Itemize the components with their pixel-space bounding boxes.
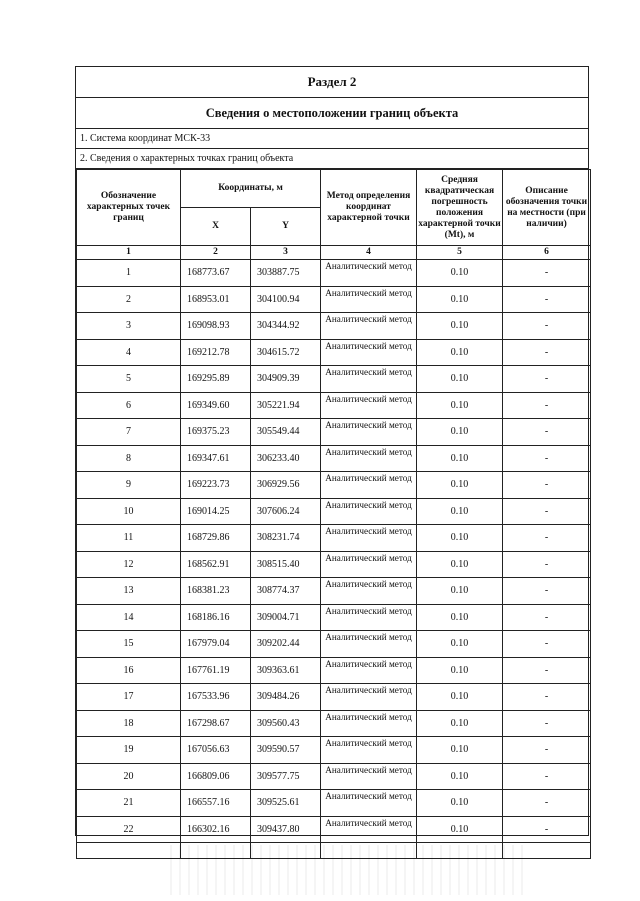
point-number-cell: 20 <box>77 763 181 790</box>
description-cell: - <box>503 710 591 737</box>
x-coordinate-cell: 167979.04 <box>181 631 251 658</box>
header-description: Описание обозначения точки на местности (при наличии) <box>503 170 591 246</box>
point-number-cell: 21 <box>77 790 181 817</box>
method-cell: Аналитический метод <box>321 392 417 419</box>
table-row <box>77 684 591 711</box>
y-coordinate-cell: 306929.56 <box>251 472 321 499</box>
x-coordinate-cell: 166557.16 <box>181 790 251 817</box>
method-cell: Аналитический метод <box>321 816 417 843</box>
table-row <box>77 339 591 366</box>
method-cell: Аналитический метод <box>321 498 417 525</box>
y-coordinate-cell: 308231.74 <box>251 525 321 552</box>
description-cell: - <box>503 498 591 525</box>
method-cell: Аналитический метод <box>321 339 417 366</box>
method-cell: Аналитический метод <box>321 684 417 711</box>
x-coordinate-cell: 169349.60 <box>181 392 251 419</box>
accuracy-cell: 0.10 <box>417 604 503 631</box>
table-row <box>77 313 591 340</box>
header-y: Y <box>251 208 321 246</box>
y-coordinate-cell: 309437.80 <box>251 816 321 843</box>
accuracy-cell: 0.10 <box>417 339 503 366</box>
y-coordinate-cell: 304615.72 <box>251 339 321 366</box>
description-cell: - <box>503 790 591 817</box>
y-coordinate-cell: 309363.61 <box>251 657 321 684</box>
x-coordinate-cell: 167761.19 <box>181 657 251 684</box>
method-cell: Аналитический метод <box>321 604 417 631</box>
table-body <box>77 260 591 859</box>
x-coordinate-cell: 169375.23 <box>181 419 251 446</box>
point-number-cell: 7 <box>77 419 181 446</box>
table-row <box>77 604 591 631</box>
table-row <box>77 419 591 446</box>
blank-cell <box>77 843 181 859</box>
y-coordinate-cell: 309004.71 <box>251 604 321 631</box>
table-row <box>77 578 591 605</box>
column-number: 6 <box>503 246 591 260</box>
accuracy-cell: 0.10 <box>417 498 503 525</box>
point-number-cell: 13 <box>77 578 181 605</box>
x-coordinate-cell: 168953.01 <box>181 286 251 313</box>
point-number-cell: 2 <box>77 286 181 313</box>
description-cell: - <box>503 392 591 419</box>
point-number-cell: 18 <box>77 710 181 737</box>
description-cell: - <box>503 604 591 631</box>
description-cell: - <box>503 763 591 790</box>
x-coordinate-cell: 168729.86 <box>181 525 251 552</box>
description-cell: - <box>503 684 591 711</box>
coord-system-label: 1. Система координат МСК-33 <box>76 129 588 149</box>
column-number: 5 <box>417 246 503 260</box>
x-coordinate-cell: 169295.89 <box>181 366 251 393</box>
x-coordinate-cell: 167298.67 <box>181 710 251 737</box>
column-number: 1 <box>77 246 181 260</box>
description-cell: - <box>503 419 591 446</box>
method-cell: Аналитический метод <box>321 260 417 287</box>
point-number-cell: 12 <box>77 551 181 578</box>
section-title: Раздел 2 <box>76 67 588 98</box>
description-cell: - <box>503 445 591 472</box>
accuracy-cell: 0.10 <box>417 763 503 790</box>
y-coordinate-cell: 307606.24 <box>251 498 321 525</box>
y-coordinate-cell: 309577.75 <box>251 763 321 790</box>
method-cell: Аналитический метод <box>321 286 417 313</box>
x-coordinate-cell: 168773.67 <box>181 260 251 287</box>
point-number-cell: 17 <box>77 684 181 711</box>
y-coordinate-cell: 305221.94 <box>251 392 321 419</box>
x-coordinate-cell: 166809.06 <box>181 763 251 790</box>
table-row <box>77 631 591 658</box>
accuracy-cell: 0.10 <box>417 710 503 737</box>
description-cell: - <box>503 313 591 340</box>
point-number-cell: 5 <box>77 366 181 393</box>
table-row <box>77 392 591 419</box>
y-coordinate-cell: 308774.37 <box>251 578 321 605</box>
accuracy-cell: 0.10 <box>417 313 503 340</box>
description-cell: - <box>503 657 591 684</box>
y-coordinate-cell: 306233.40 <box>251 445 321 472</box>
column-number: 3 <box>251 246 321 260</box>
point-number-cell: 11 <box>77 525 181 552</box>
accuracy-cell: 0.10 <box>417 525 503 552</box>
table-row <box>77 710 591 737</box>
accuracy-cell: 0.10 <box>417 551 503 578</box>
x-coordinate-cell: 169014.25 <box>181 498 251 525</box>
table-row <box>77 657 591 684</box>
method-cell: Аналитический метод <box>321 366 417 393</box>
method-cell: Аналитический метод <box>321 578 417 605</box>
accuracy-cell: 0.10 <box>417 737 503 764</box>
table-row <box>77 763 591 790</box>
method-cell: Аналитический метод <box>321 763 417 790</box>
header-coordinates: Координаты, м <box>181 170 321 208</box>
point-number-cell: 16 <box>77 657 181 684</box>
y-coordinate-cell: 309590.57 <box>251 737 321 764</box>
x-coordinate-cell: 169212.78 <box>181 339 251 366</box>
points-table <box>76 169 591 859</box>
table-row <box>77 366 591 393</box>
point-number-cell: 3 <box>77 313 181 340</box>
x-coordinate-cell: 168562.91 <box>181 551 251 578</box>
header-method: Метод определения координат характерной точки <box>321 170 417 246</box>
y-coordinate-cell: 305549.44 <box>251 419 321 446</box>
description-cell: - <box>503 286 591 313</box>
accuracy-cell: 0.10 <box>417 816 503 843</box>
description-cell: - <box>503 631 591 658</box>
table-row <box>77 525 591 552</box>
method-cell: Аналитический метод <box>321 551 417 578</box>
accuracy-cell: 0.10 <box>417 684 503 711</box>
x-coordinate-cell: 169098.93 <box>181 313 251 340</box>
accuracy-cell: 0.10 <box>417 657 503 684</box>
accuracy-cell: 0.10 <box>417 631 503 658</box>
column-number: 4 <box>321 246 417 260</box>
header-accuracy: Средняя квадратическая погрешность положения характерной точки (Mt), м <box>417 170 503 246</box>
y-coordinate-cell: 309560.43 <box>251 710 321 737</box>
accuracy-cell: 0.10 <box>417 578 503 605</box>
description-cell: - <box>503 578 591 605</box>
method-cell: Аналитический метод <box>321 737 417 764</box>
y-coordinate-cell: 304100.94 <box>251 286 321 313</box>
accuracy-cell: 0.10 <box>417 366 503 393</box>
y-coordinate-cell: 309202.44 <box>251 631 321 658</box>
header-point-name: Обозначение характерных точек границ <box>77 170 181 246</box>
x-coordinate-cell: 167533.96 <box>181 684 251 711</box>
accuracy-cell: 0.10 <box>417 445 503 472</box>
description-cell: - <box>503 551 591 578</box>
table-row <box>77 286 591 313</box>
description-cell: - <box>503 366 591 393</box>
x-coordinate-cell: 168186.16 <box>181 604 251 631</box>
table-row <box>77 472 591 499</box>
point-number-cell: 14 <box>77 604 181 631</box>
method-cell: Аналитический метод <box>321 313 417 340</box>
accuracy-cell: 0.10 <box>417 472 503 499</box>
method-cell: Аналитический метод <box>321 657 417 684</box>
point-number-cell: 10 <box>77 498 181 525</box>
y-coordinate-cell: 304344.92 <box>251 313 321 340</box>
points-label: 2. Сведения о характерных точках границ объекта <box>76 149 588 169</box>
y-coordinate-cell: 309525.61 <box>251 790 321 817</box>
method-cell: Аналитический метод <box>321 790 417 817</box>
x-coordinate-cell: 168381.23 <box>181 578 251 605</box>
header-x: X <box>181 208 251 246</box>
y-coordinate-cell: 304909.39 <box>251 366 321 393</box>
point-number-cell: 9 <box>77 472 181 499</box>
document-frame <box>75 66 589 836</box>
x-coordinate-cell: 167056.63 <box>181 737 251 764</box>
point-number-cell: 4 <box>77 339 181 366</box>
accuracy-cell: 0.10 <box>417 260 503 287</box>
table-row <box>77 260 591 287</box>
column-numbers-row <box>77 246 591 260</box>
point-number-cell: 22 <box>77 816 181 843</box>
scan-artifact <box>170 845 530 895</box>
description-cell: - <box>503 260 591 287</box>
method-cell: Аналитический метод <box>321 472 417 499</box>
accuracy-cell: 0.10 <box>417 286 503 313</box>
y-coordinate-cell: 303887.75 <box>251 260 321 287</box>
point-number-cell: 15 <box>77 631 181 658</box>
table-row <box>77 498 591 525</box>
point-number-cell: 19 <box>77 737 181 764</box>
table-row <box>77 551 591 578</box>
table-row <box>77 790 591 817</box>
y-coordinate-cell: 309484.26 <box>251 684 321 711</box>
table-row <box>77 445 591 472</box>
point-number-cell: 8 <box>77 445 181 472</box>
table-row <box>77 737 591 764</box>
column-number: 2 <box>181 246 251 260</box>
description-cell: - <box>503 339 591 366</box>
x-coordinate-cell: 169347.61 <box>181 445 251 472</box>
method-cell: Аналитический метод <box>321 525 417 552</box>
accuracy-cell: 0.10 <box>417 419 503 446</box>
y-coordinate-cell: 308515.40 <box>251 551 321 578</box>
description-cell: - <box>503 525 591 552</box>
point-number-cell: 6 <box>77 392 181 419</box>
method-cell: Аналитический метод <box>321 710 417 737</box>
method-cell: Аналитический метод <box>321 631 417 658</box>
accuracy-cell: 0.10 <box>417 392 503 419</box>
x-coordinate-cell: 166302.16 <box>181 816 251 843</box>
description-cell: - <box>503 737 591 764</box>
method-cell: Аналитический метод <box>321 445 417 472</box>
description-cell: - <box>503 472 591 499</box>
description-cell: - <box>503 816 591 843</box>
section-subtitle: Сведения о местоположении границ объекта <box>76 98 588 129</box>
accuracy-cell: 0.10 <box>417 790 503 817</box>
method-cell: Аналитический метод <box>321 419 417 446</box>
table-row <box>77 816 591 843</box>
x-coordinate-cell: 169223.73 <box>181 472 251 499</box>
point-number-cell: 1 <box>77 260 181 287</box>
